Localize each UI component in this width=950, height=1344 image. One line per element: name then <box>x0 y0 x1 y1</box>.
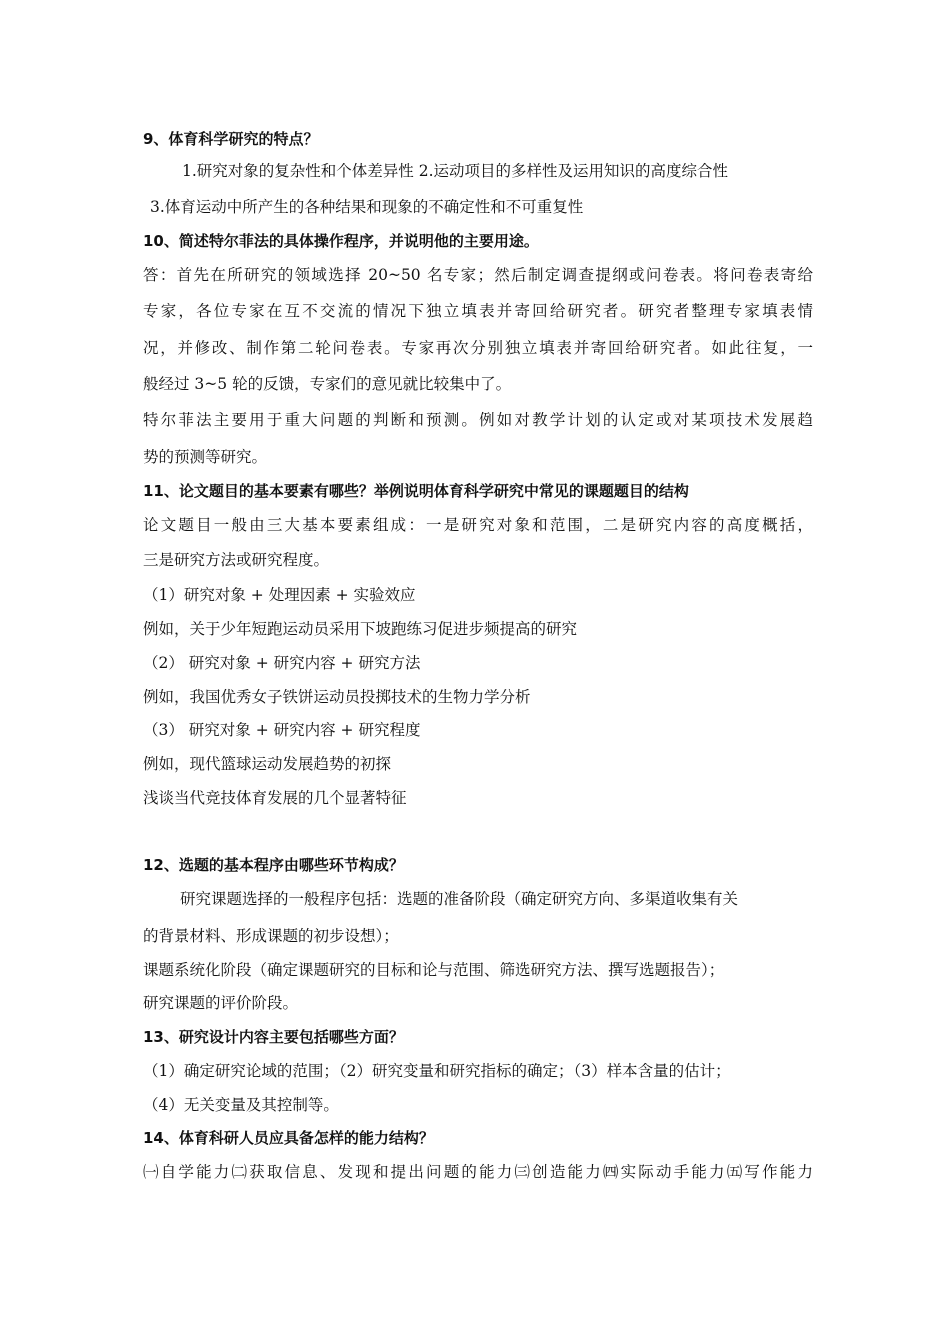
q10-line-6: 势的预测等研究。 <box>143 448 268 466</box>
q10-line-2: 专家，各位专家在互不交流的情况下独立填表并寄回给研究者。研究者整理专家填表情 <box>143 302 813 320</box>
q12-line-4: 研究课题的评价阶段。 <box>143 994 299 1012</box>
q12-line-1: 研究课题选择的一般程序包括：选题的准备阶段（确定研究方向、多渠道收集有关 <box>180 890 739 908</box>
q9-title: 9、体育科学研究的特点？ <box>143 130 319 148</box>
q12-title: 12、选题的基本程序由哪些环节构成？ <box>143 856 404 874</box>
q12-line-2: 的背景材料、形成课题的初步设想）； <box>143 927 399 945</box>
q13-title: 13、研究设计内容主要包括哪些方面？ <box>143 1028 404 1046</box>
q10-line-4: 般经过 3~5 轮的反馈，专家们的意见就比较集中了。 <box>143 375 512 393</box>
q11-line-9: 浅谈当代竞技体育发展的几个显著特征 <box>143 789 407 807</box>
q11-line-1: 论文题目一般由三大基本要素组成：一是研究对象和范围，二是研究内容的高度概括， <box>143 516 813 534</box>
q13-line-1: （1）确定研究论域的范围；（2）研究变量和研究指标的确定；（3）样本含量的估计； <box>143 1062 731 1080</box>
q9-line-1: 1.研究对象的复杂性和个体差异性 2.运动项目的多样性及运用知识的高度综合性 <box>182 162 729 180</box>
q11-line-5: （2） 研究对象 + 研究内容 + 研究方法 <box>143 654 421 672</box>
q13-line-2: （4）无关变量及其控制等。 <box>143 1096 339 1114</box>
q9-line-2: 3.体育运动中所产生的各种结果和现象的不确定性和不可重复性 <box>150 198 584 216</box>
q10-line-1: 答：首先在所研究的领域选择 20~50 名专家；然后制定调查提纲或问卷表。将问卷表寄给 <box>143 266 813 284</box>
q11-line-7: （3） 研究对象 + 研究内容 + 研究程度 <box>143 721 421 739</box>
q14-title: 14、体育科研人员应具备怎样的能力结构？ <box>143 1129 434 1147</box>
q10-line-5: 特尔菲法主要用于重大问题的判断和预测。例如对教学计划的认定或对某项技术发展趋 <box>143 411 813 429</box>
q11-line-8: 例如，现代篮球运动发展趋势的初探 <box>143 755 392 773</box>
q11-line-3: （1）研究对象 + 处理因素 + 实验效应 <box>143 586 416 604</box>
q11-line-2: 三是研究方法或研究程度。 <box>143 551 330 569</box>
q11-title: 11、论文题目的基本要素有哪些？举例说明体育科学研究中常见的课题题目的结构 <box>143 482 689 500</box>
q12-line-3: 课题系统化阶段（确定课题研究的目标和论与范围、筛选研究方法、撰写选题报告）； <box>143 961 725 979</box>
q10-title: 10、简述特尔菲法的具体操作程序，并说明他的主要用途。 <box>143 232 539 250</box>
q11-line-6: 例如，我国优秀女子铁饼运动员投掷技术的生物力学分析 <box>143 688 531 706</box>
q10-line-3: 况，并修改、制作第二轮问卷表。专家再次分别独立填表并寄回给研究者。如此往复，一 <box>143 339 813 357</box>
q11-line-4: 例如，关于少年短跑运动员采用下坡跑练习促进步频提高的研究 <box>143 620 578 638</box>
q14-line-1: ㈠自学能力㈡获取信息、发现和提出问题的能力㈢创造能力㈣实际动手能力㈤写作能力 <box>143 1163 813 1181</box>
